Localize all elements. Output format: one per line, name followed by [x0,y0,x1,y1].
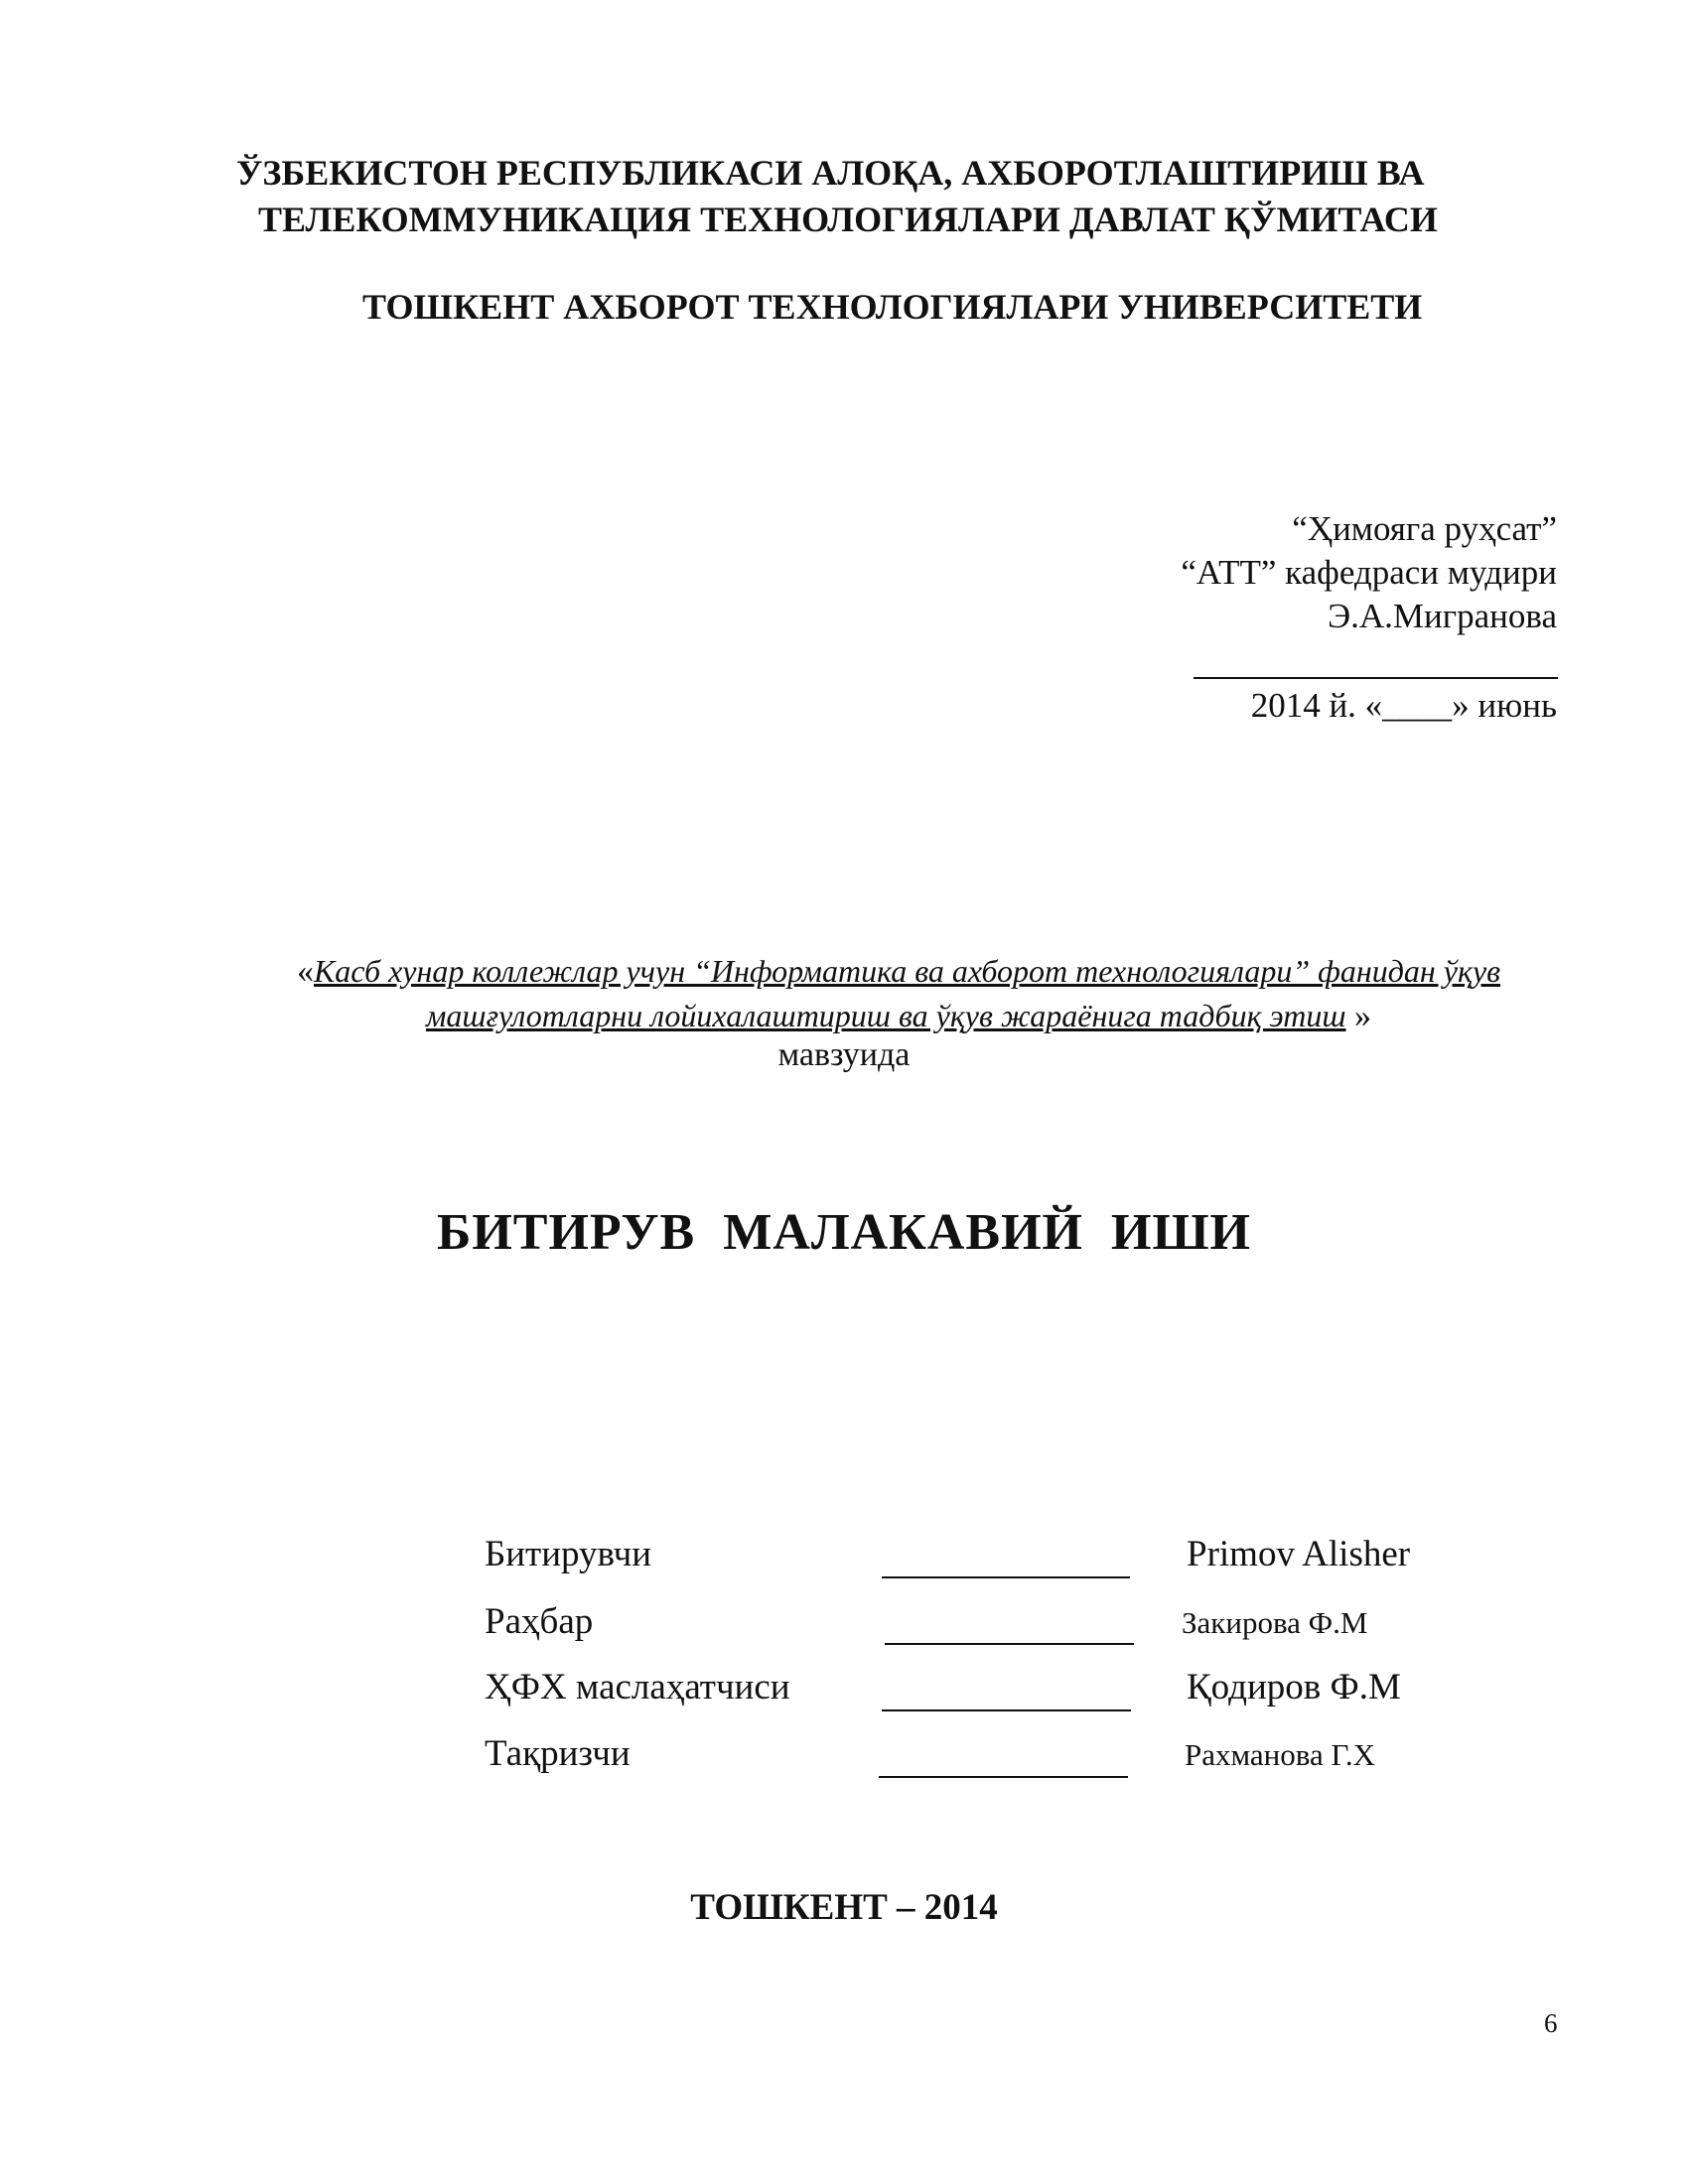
signature-role-safety-consultant: ҲФХ маслаҳатчиси [485,1667,790,1707]
approval-position: “АТТ” кафедраси мудири [1181,553,1557,592]
city-year: ТОШКЕНТ – 2014 [690,1887,998,1928]
signature-line-reviewer [879,1776,1128,1778]
signature-person-reviewer: Рахманова Г.Х [1185,1737,1376,1772]
signature-role-supervisor: Раҳбар [485,1601,594,1642]
work-title: БИТИРУВ МАЛАКАВИЙ ИШИ [436,1204,1252,1261]
topic-suffix: мавзуида [777,1036,911,1073]
approval-signature-line [1194,677,1558,679]
signature-line-supervisor [885,1643,1134,1645]
university-name: ТОШКЕНТ АХБОРОТ ТЕХНОЛОГИЯЛАРИ УНИВЕРСИТЕТИ [362,287,1423,327]
signature-role-reviewer: Тақризчи [485,1733,631,1774]
approval-name: Э.А.Мигранова [1328,597,1557,635]
signature-role-graduate: Битирувчи [485,1534,651,1574]
thesis-topic [258,949,1539,1038]
signature-line-graduate [882,1576,1130,1578]
topic-open-quote: « [296,953,314,990]
topic-close-quote: » [1345,998,1371,1034]
signature-line-safety-consultant [882,1709,1131,1711]
approval-date: 2014 й. «____» июнь [1250,686,1557,725]
ministry-title-line-2: ТЕЛЕКОММУНИКАЦИЯ ТЕХНОЛОГИЯЛАРИ ДАВЛАТ ҚЎМИТАСИ [258,200,1438,239]
ministry-title-line-1: ЎЗБЕКИСТОН РЕСПУБЛИКАСИ АЛОҚА, АХБОРОТЛАШТИРИШ ВА [236,153,1425,193]
signature-person-graduate: Primov Alisher [1187,1534,1411,1574]
approval-permission: “Ҳимояга руҳсат” [1292,509,1557,548]
signature-person-safety-consultant: Қодиров Ф.М [1187,1667,1401,1707]
page-number: 6 [1544,2008,1558,2038]
topic-title: Касб хунар коллежлар учун “Информатика ва ахборот технологиялари” фанидан ўқув машғулотларни лойихалаштириш ва ўқув жараёнига тадбиқ этиш [313,953,1501,1033]
signature-person-supervisor: Закирова Ф.М [1182,1605,1368,1640]
